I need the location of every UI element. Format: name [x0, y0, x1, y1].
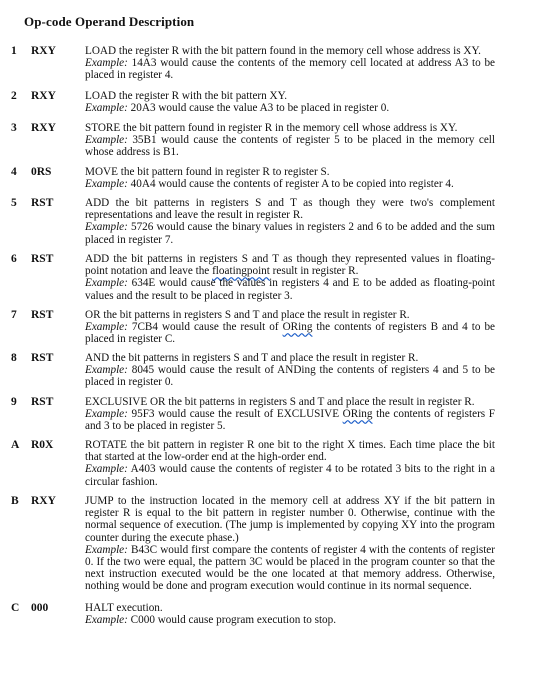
description-text: EXCLUSIVE OR the bit patterns in registers S and T and place the result in register R.	[85, 396, 475, 408]
operand: RXY	[31, 45, 56, 57]
operand: RXY	[31, 90, 56, 102]
table-header: Op-code Operand Description	[24, 14, 195, 29]
operand: RST	[31, 352, 54, 364]
example-text: Example: 20A3 would cause the value A3 to be placed in register 0.	[85, 102, 390, 115]
description-text: ADD the bit patterns in registers S and T as though they were two's complement representations and leave the result in register R.	[85, 197, 495, 222]
description-text: JUMP to the instruction located in the memory cell at address XY if the bit pattern in register R is equal to the bit pattern in register number 0. Otherwise, continue with the normal sequence of execution. (The jump is implemented by copying XY into the program counter during the execute phase.)	[85, 495, 495, 544]
description	[85, 396, 495, 433]
example-label: Example:	[85, 408, 128, 421]
example-label: Example:	[85, 463, 128, 476]
opcode: C	[11, 602, 20, 614]
operand: RXY	[31, 122, 56, 134]
example-text: Example: B43C would first compare the contents of register 4 with the contents of register 0. If the two were equal, the pattern 3C would be placed in the program counter so that the next instruction executed would be the one located at that memory address. Otherwise, nothing would be done and program execution would continue in its normal sequence.	[85, 543, 496, 593]
spellcheck-word: ORing	[282, 321, 313, 334]
description-text: AND the bit patterns in registers S and T and place the result in register R.	[85, 352, 419, 364]
description	[85, 253, 495, 302]
description	[85, 90, 495, 114]
example-label: Example:	[85, 221, 128, 234]
opcode: 8	[11, 352, 17, 364]
description	[85, 602, 495, 626]
operand: RXY	[31, 495, 56, 507]
opcode: 6	[11, 253, 17, 265]
example-text: Example: 35B1 would cause the contents of register 5 to be placed in the memory cell whose address is B1.	[85, 134, 496, 159]
example-label: Example:	[85, 102, 128, 115]
description	[85, 166, 495, 190]
example-label: Example:	[85, 614, 128, 627]
description-text: ADD the bit patterns in registers S and T as though they represented values in floating-point notation and leave the floatingpoint result in register R.	[85, 253, 495, 278]
operand: RST	[31, 197, 54, 209]
example-text: Example: 634E would cause the values in registers 4 and E to be added as floating-point values and the result to be placed in register 3.	[85, 277, 496, 302]
opcode: 7	[11, 309, 17, 321]
description-text: LOAD the register R with the bit pattern found in the memory cell whose address is XY.	[85, 45, 481, 57]
example-label: Example:	[85, 364, 128, 377]
description	[85, 495, 495, 593]
operand: RST	[31, 396, 54, 408]
description	[85, 122, 495, 159]
opcode: 1	[11, 45, 17, 57]
opcode: 3	[11, 122, 17, 134]
description-text: HALT execution.	[85, 602, 163, 614]
example-text: Example: 14A3 would cause the contents of the memory cell located at address A3 to be placed in register 4.	[85, 57, 495, 82]
description	[85, 352, 495, 389]
example-label: Example:	[85, 321, 128, 334]
example-text: Example: 7CB4 would cause the result of ORing the contents of registers B and 4 to be placed in register C.	[85, 321, 495, 346]
example-text: Example: 5726 would cause the binary values in registers 2 and 6 to be added and the sum placed in register 7.	[85, 221, 496, 246]
example-label: Example:	[85, 277, 128, 290]
operand: RST	[31, 253, 54, 265]
description-text: LOAD the register R with the bit pattern XY.	[85, 90, 288, 102]
example-text: Example: C000 would cause program execution to stop.	[85, 614, 337, 627]
example-label: Example:	[85, 178, 128, 191]
description-text: OR the bit patterns in registers S and T and place the result in register R.	[85, 309, 410, 321]
description-text: MOVE the bit pattern found in register R to register S.	[85, 166, 330, 178]
example-label: Example:	[85, 134, 128, 147]
example-text: Example: 40A4 would cause the contents of register A to be copied into register 4.	[85, 178, 454, 191]
operand: 0RS	[31, 166, 52, 178]
opcode: 2	[11, 90, 17, 102]
example-text: Example: 8045 would cause the result of ANDing the contents of registers 4 and 5 to be placed in register 0.	[85, 364, 496, 389]
description-text: ROTATE the bit pattern in register R one bit to the right X times. Each time place the bit that started at the low-order end at the high-order end.	[85, 439, 495, 464]
opcode: 4	[11, 166, 17, 178]
operand: R0X	[31, 439, 54, 451]
operand: 000	[31, 602, 49, 614]
spellcheck-word: floatingpoint	[212, 265, 270, 278]
description-text: STORE the bit pattern found in register R in the memory cell whose address is XY.	[85, 122, 458, 134]
example-text: Example: 95F3 would cause the result of EXCLUSIVE ORing the contents of registers F and 3 to be placed in register 5.	[85, 408, 495, 433]
example-label: Example:	[85, 543, 128, 556]
operand: RST	[31, 309, 54, 321]
description	[85, 45, 495, 82]
example-label: Example:	[85, 57, 128, 70]
opcode: B	[11, 495, 19, 507]
description	[85, 197, 495, 246]
opcode: 9	[11, 396, 17, 408]
example-text: Example: A403 would cause the contents of register 4 to be rotated 3 bits to the right in a circular fashion.	[85, 463, 495, 488]
opcode: 5	[11, 197, 17, 209]
opcode: A	[11, 439, 20, 451]
description	[85, 309, 495, 346]
spellcheck-word: ORing	[342, 408, 373, 421]
description	[85, 439, 495, 488]
